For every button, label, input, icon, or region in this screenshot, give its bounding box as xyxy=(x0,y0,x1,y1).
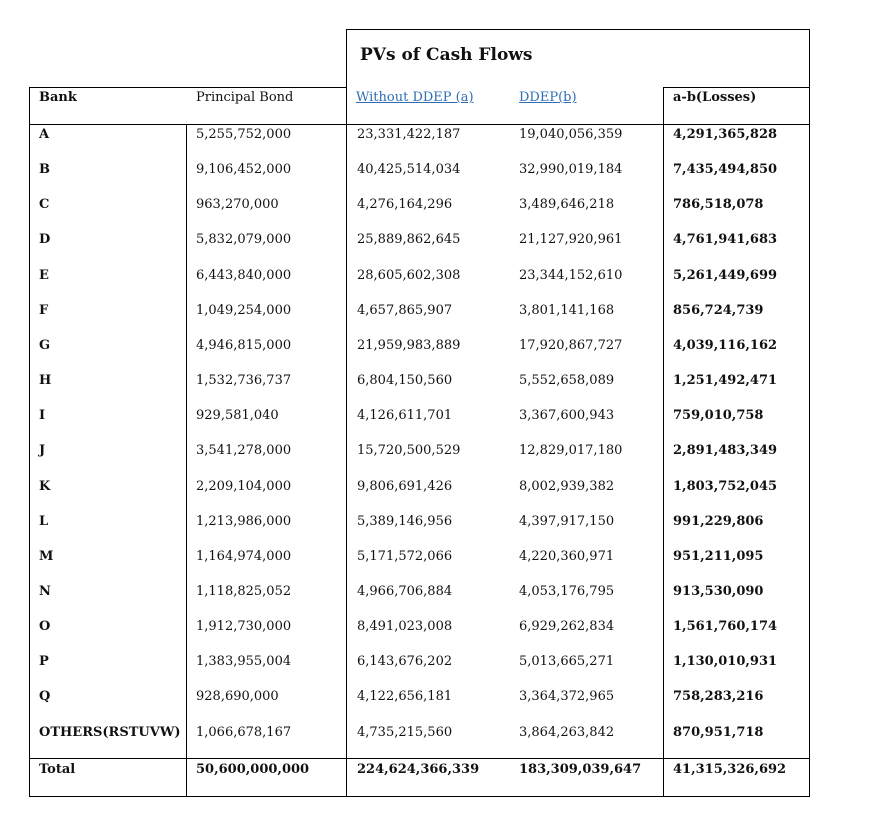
without-ddep-cell: 6,804,150,560 xyxy=(357,373,453,388)
without-ddep-cell: 6,143,676,202 xyxy=(357,654,453,669)
losses-cell: 4,761,941,683 xyxy=(673,232,778,247)
bank-cell: P xyxy=(39,654,49,669)
losses-cell: 1,130,010,931 xyxy=(673,654,778,669)
principal-cell: 1,066,678,167 xyxy=(196,725,292,740)
principal-cell: 9,106,452,000 xyxy=(196,162,292,177)
header-top-border-right xyxy=(663,87,809,88)
principal-cell: 1,213,986,000 xyxy=(196,514,292,529)
header-bank: Bank xyxy=(39,90,77,105)
ddep-cell: 19,040,056,359 xyxy=(519,127,623,142)
losses-cell: 991,229,806 xyxy=(673,514,764,529)
bank-cell: I xyxy=(39,408,46,423)
ddep-cell: 3,801,141,168 xyxy=(519,303,615,318)
without-ddep-cell: 5,171,572,066 xyxy=(357,549,453,564)
total-principal: 50,600,000,000 xyxy=(196,762,310,777)
principal-cell: 1,164,974,000 xyxy=(196,549,292,564)
bank-cell: E xyxy=(39,268,49,283)
without-ddep-cell: 4,657,865,907 xyxy=(357,303,453,318)
group-left-border xyxy=(346,29,347,797)
ddep-cell: 12,829,017,180 xyxy=(519,443,623,458)
principal-cell: 6,443,840,000 xyxy=(196,268,292,283)
ddep-cell: 6,929,262,834 xyxy=(519,619,615,634)
header-principal-bond: Principal Bond xyxy=(196,90,294,105)
without-ddep-cell: 28,605,602,308 xyxy=(357,268,461,283)
losses-cell: 758,283,216 xyxy=(673,689,764,704)
losses-column-left-border xyxy=(663,87,664,797)
losses-cell: 4,039,116,162 xyxy=(673,338,778,353)
without-ddep-cell: 4,735,215,560 xyxy=(357,725,453,740)
total-ddep: 183,309,039,647 xyxy=(519,762,642,777)
bank-cell: OTHERS(RSTUVW) xyxy=(39,725,181,740)
principal-cell: 2,209,104,000 xyxy=(196,479,292,494)
losses-cell: 759,010,758 xyxy=(673,408,764,423)
principal-cell: 963,270,000 xyxy=(196,197,279,212)
bank-cell: M xyxy=(39,549,54,564)
principal-cell: 929,581,040 xyxy=(196,408,279,423)
total-top-border xyxy=(29,758,810,759)
header-bottom-border xyxy=(29,124,810,125)
without-ddep-cell: 5,389,146,956 xyxy=(357,514,453,529)
bank-cell: H xyxy=(39,373,52,388)
principal-cell: 4,946,815,000 xyxy=(196,338,292,353)
bank-cell: B xyxy=(39,162,50,177)
principal-cell: 5,255,752,000 xyxy=(196,127,292,142)
group-right-border xyxy=(809,29,810,797)
principal-cell: 1,532,736,737 xyxy=(196,373,292,388)
principal-cell: 1,049,254,000 xyxy=(196,303,292,318)
without-ddep-cell: 23,331,422,187 xyxy=(357,127,461,142)
principal-cell: 3,541,278,000 xyxy=(196,443,292,458)
ddep-cell: 3,489,646,218 xyxy=(519,197,615,212)
losses-cell: 7,435,494,850 xyxy=(673,162,778,177)
bank-cell: G xyxy=(39,338,51,353)
without-ddep-cell: 4,966,706,884 xyxy=(357,584,453,599)
ddep-cell: 32,990,019,184 xyxy=(519,162,623,177)
ddep-cell: 8,002,939,382 xyxy=(519,479,615,494)
ddep-cell: 4,053,176,795 xyxy=(519,584,615,599)
losses-cell: 856,724,739 xyxy=(673,303,764,318)
without-ddep-cell: 4,126,611,701 xyxy=(357,408,453,423)
top-border-group xyxy=(346,29,810,30)
without-ddep-cell: 15,720,500,529 xyxy=(357,443,461,458)
header-top-border-left xyxy=(29,87,346,88)
header-ddep-link[interactable]: DDEP(b) xyxy=(519,90,577,105)
losses-cell: 1,251,492,471 xyxy=(673,373,778,388)
principal-cell: 5,832,079,000 xyxy=(196,232,292,247)
bank-cell: O xyxy=(39,619,51,634)
table-left-border xyxy=(29,87,30,797)
bank-cell: D xyxy=(39,232,51,247)
ddep-cell: 3,364,372,965 xyxy=(519,689,615,704)
without-ddep-cell: 40,425,514,034 xyxy=(357,162,461,177)
bank-cell: L xyxy=(39,514,49,529)
bank-cell: F xyxy=(39,303,49,318)
bank-cell: N xyxy=(39,584,51,599)
principal-cell: 1,383,955,004 xyxy=(196,654,292,669)
bank-cell: K xyxy=(39,479,51,494)
ddep-cell: 23,344,152,610 xyxy=(519,268,623,283)
losses-cell: 786,518,078 xyxy=(673,197,764,212)
total-losses: 41,315,326,692 xyxy=(673,762,787,777)
ddep-cell: 5,013,665,271 xyxy=(519,654,615,669)
bank-cell: C xyxy=(39,197,50,212)
ddep-cell: 4,220,360,971 xyxy=(519,549,615,564)
principal-cell: 1,118,825,052 xyxy=(196,584,292,599)
losses-cell: 2,891,483,349 xyxy=(673,443,778,458)
ddep-cell: 5,552,658,089 xyxy=(519,373,615,388)
without-ddep-cell: 4,276,164,296 xyxy=(357,197,453,212)
pv-cash-flows-title: PVs of Cash Flows xyxy=(360,45,533,65)
principal-cell: 928,690,000 xyxy=(196,689,279,704)
table-bottom-border xyxy=(29,796,810,797)
ddep-cell: 4,397,917,150 xyxy=(519,514,615,529)
without-ddep-cell: 4,122,656,181 xyxy=(357,689,453,704)
losses-cell: 4,291,365,828 xyxy=(673,127,778,142)
principal-cell: 1,912,730,000 xyxy=(196,619,292,634)
ddep-cell: 17,920,867,727 xyxy=(519,338,623,353)
ddep-cell: 21,127,920,961 xyxy=(519,232,623,247)
losses-cell: 951,211,095 xyxy=(673,549,764,564)
header-losses: a-b(Losses) xyxy=(673,90,757,105)
total-label: Total xyxy=(39,762,76,777)
ddep-cell: 3,367,600,943 xyxy=(519,408,615,423)
losses-cell: 1,803,752,045 xyxy=(673,479,778,494)
bank-cell: A xyxy=(39,127,50,142)
bank-cell: Q xyxy=(39,689,51,704)
losses-cell: 1,561,760,174 xyxy=(673,619,778,634)
without-ddep-cell: 8,491,023,008 xyxy=(357,619,453,634)
bank-column-divider xyxy=(186,124,187,797)
without-ddep-cell: 9,806,691,426 xyxy=(357,479,453,494)
losses-cell: 870,951,718 xyxy=(673,725,764,740)
losses-cell: 5,261,449,699 xyxy=(673,268,778,283)
without-ddep-cell: 25,889,862,645 xyxy=(357,232,461,247)
bank-cell: J xyxy=(39,443,46,458)
ddep-cell: 3,864,263,842 xyxy=(519,725,615,740)
losses-cell: 913,530,090 xyxy=(673,584,764,599)
total-without-ddep: 224,624,366,339 xyxy=(357,762,480,777)
header-without-ddep-link[interactable]: Without DDEP (a) xyxy=(356,90,474,105)
without-ddep-cell: 21,959,983,889 xyxy=(357,338,461,353)
